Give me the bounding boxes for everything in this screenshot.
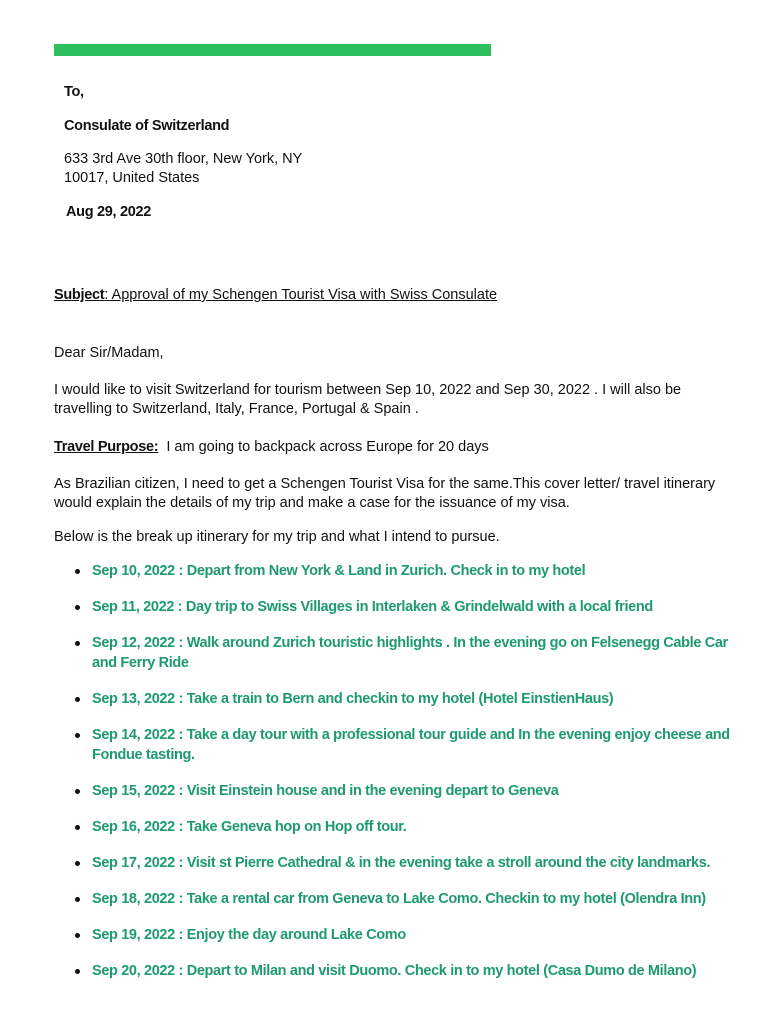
itinerary-intro: Below is the break up itinerary for my trip and what I intend to pursue. — [54, 529, 500, 545]
itinerary-item-text: Sep 12, 2022 : Walk around Zurich touristic highlights . In the evening go on Felsenegg Cable Car and Ferry Ride — [92, 635, 728, 671]
to-label: To, — [64, 84, 84, 100]
bullet-icon — [75, 697, 80, 702]
itinerary-item — [54, 817, 734, 837]
bullet-icon — [75, 733, 80, 738]
bullet-icon — [75, 569, 80, 574]
itinerary-item — [54, 689, 734, 709]
bullet-icon — [75, 897, 80, 902]
bullet-icon — [75, 789, 80, 794]
subject-label: Subject — [54, 287, 105, 303]
bullet-icon — [75, 605, 80, 610]
itinerary-item — [54, 925, 734, 945]
itinerary-item — [54, 889, 734, 909]
itinerary-item — [54, 633, 734, 673]
itinerary-item — [54, 781, 734, 801]
itinerary-item-text: Sep 20, 2022 : Depart to Milan and visit Duomo. Check in to my hotel (Casa Dumo de Milano) — [92, 963, 697, 979]
itinerary-item-text: Sep 13, 2022 : Take a train to Bern and checkin to my hotel (Hotel EinstienHaus) — [92, 691, 614, 707]
itinerary-item — [54, 597, 734, 617]
header-accent-bar — [54, 44, 491, 56]
bullet-icon — [75, 861, 80, 866]
itinerary-item — [54, 853, 734, 873]
bullet-icon — [75, 969, 80, 974]
itinerary-item-text: Sep 14, 2022 : Take a day tour with a professional tour guide and In the evening enjoy cheese and Fondue tasting. — [92, 727, 730, 763]
itinerary-item-text: Sep 15, 2022 : Visit Einstein house and in the evening depart to Geneva — [92, 783, 559, 799]
citizen-paragraph: As Brazilian citizen, I need to get a Schengen Tourist Visa for the same.This cover letter/ travel itinerary would explain the details of my trip and make a case for the issuance of my visa. — [54, 476, 716, 511]
itinerary-item-text: Sep 18, 2022 : Take a rental car from Geneva to Lake Como. Checkin to my hotel (Olendra Inn) — [92, 891, 706, 907]
itinerary-item-text: Sep 19, 2022 : Enjoy the day around Lake Como — [92, 927, 406, 943]
salutation: Dear Sir/Madam, — [54, 345, 164, 361]
travel-purpose-label: Travel Purpose: — [54, 439, 159, 455]
itinerary-item — [54, 725, 734, 765]
itinerary-item — [54, 961, 734, 981]
itinerary-item-text: Sep 11, 2022 : Day trip to Swiss Villages in Interlaken & Grindelwald with a local friend — [92, 599, 653, 615]
travel-purpose-text: I am going to backpack across Europe for 20 days — [158, 439, 489, 455]
address-line-2: 10017, United States — [64, 170, 200, 186]
itinerary-item-text: Sep 17, 2022 : Visit st Pierre Cathedral & in the evening take a stroll around the city landmarks. — [92, 855, 711, 871]
bullet-icon — [75, 825, 80, 830]
intro-paragraph: I would like to visit Switzerland for tourism between Sep 10, 2022 and Sep 30, 2022 . I will also be travelling to Switzerland, Italy, France, Portugal & Spain . — [54, 382, 682, 417]
itinerary-item-text: Sep 16, 2022 : Take Geneva hop on Hop off tour. — [92, 819, 407, 835]
itinerary-item-text: Sep 10, 2022 : Depart from New York & Land in Zurich. Check in to my hotel — [92, 563, 586, 579]
letter-date: Aug 29, 2022 — [66, 204, 152, 220]
itinerary-list — [54, 561, 734, 997]
subject-text: : Approval of my Schengen Tourist Visa with Swiss Consulate — [104, 287, 498, 303]
address-line-1: 633 3rd Ave 30th floor, New York, NY — [64, 151, 303, 167]
travel-purpose-line — [54, 438, 489, 457]
subject-line — [54, 286, 497, 305]
bullet-icon — [75, 641, 80, 646]
recipient-name: Consulate of Switzerland — [64, 118, 230, 134]
bullet-icon — [75, 933, 80, 938]
itinerary-item — [54, 561, 734, 581]
